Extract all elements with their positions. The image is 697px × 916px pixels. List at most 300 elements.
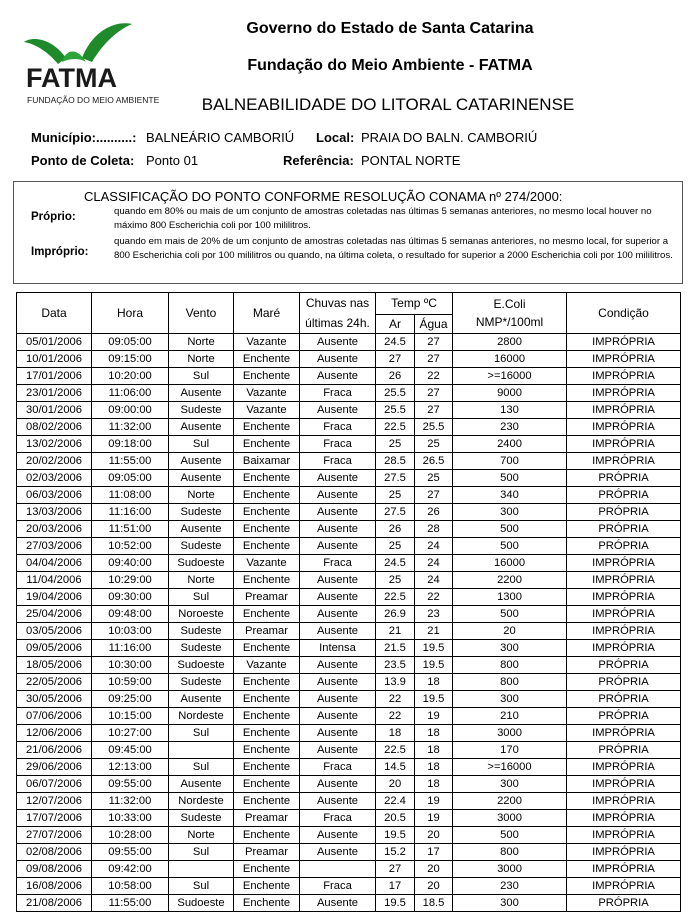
- table-row: [17, 844, 681, 861]
- cell-tide: Enchente: [234, 691, 300, 708]
- cell-ecoli: 230: [453, 419, 567, 436]
- cell-tide: Enchente: [234, 640, 300, 657]
- cell-temp-water: 18: [415, 674, 453, 691]
- cell-temp-water: 24: [415, 572, 453, 589]
- cell-rain: Fraca: [300, 385, 376, 402]
- header-foundation: Fundação do Meio Ambiente - FATMA: [247, 57, 533, 74]
- table-row: [17, 589, 681, 606]
- cell-ecoli: 9000: [453, 385, 567, 402]
- cell-condition: IMPRÓPRIA: [567, 436, 681, 453]
- cell-ecoli: >=16000: [453, 759, 567, 776]
- cell-date: 05/01/2006: [17, 334, 92, 351]
- cell-time: 09:05:00: [92, 470, 169, 487]
- cell-tide: Preamar: [234, 810, 300, 827]
- cell-temp-water: 26.5: [415, 453, 453, 470]
- cell-temp-water: 20: [415, 861, 453, 878]
- cell-date: 21/08/2006: [17, 895, 92, 912]
- cell-time: 09:00:00: [92, 402, 169, 419]
- local-value: PRAIA DO BALN. CAMBORIÚ: [361, 130, 538, 145]
- cell-time: 11:55:00: [92, 453, 169, 470]
- cell-temp-water: 27: [415, 402, 453, 419]
- cell-temp-water: 19: [415, 708, 453, 725]
- cell-condition: PRÓPRIA: [567, 657, 681, 674]
- cell-temp-water: 23: [415, 606, 453, 623]
- cell-wind: Sudoeste: [169, 657, 234, 674]
- cell-date: 11/04/2006: [17, 572, 92, 589]
- table-row: [17, 555, 681, 572]
- cell-temp-water: 19.5: [415, 657, 453, 674]
- table-row: [17, 810, 681, 827]
- table-row: [17, 657, 681, 674]
- cell-wind: Sul: [169, 844, 234, 861]
- cell-condition: PRÓPRIA: [567, 674, 681, 691]
- cell-condition: IMPRÓPRIA: [567, 793, 681, 810]
- cell-tide: Preamar: [234, 844, 300, 861]
- cell-time: 09:05:00: [92, 334, 169, 351]
- cell-rain: Ausente: [300, 623, 376, 640]
- cell-date: 23/01/2006: [17, 385, 92, 402]
- table-row: [17, 674, 681, 691]
- cell-temp-water: 27: [415, 385, 453, 402]
- cell-tide: Enchente: [234, 419, 300, 436]
- cell-time: 10:29:00: [92, 572, 169, 589]
- cell-temp-water: 19: [415, 810, 453, 827]
- cell-ecoli: 3000: [453, 861, 567, 878]
- cell-time: 11:32:00: [92, 793, 169, 810]
- cell-rain: Ausente: [300, 572, 376, 589]
- cell-condition: IMPRÓPRIA: [567, 861, 681, 878]
- classification-title: CLASSIFICAÇÃO DO PONTO CONFORME RESOLUÇÃO CONAMA nº 274/2000:: [84, 189, 563, 204]
- cell-temp-air: 25: [376, 572, 415, 589]
- cell-time: 11:55:00: [92, 895, 169, 912]
- table-row: [17, 708, 681, 725]
- cell-wind: Ausente: [169, 521, 234, 538]
- cell-temp-water: 22: [415, 589, 453, 606]
- cell-temp-air: 20.5: [376, 810, 415, 827]
- cell-ecoli: 20: [453, 623, 567, 640]
- cell-tide: Enchente: [234, 776, 300, 793]
- cell-temp-water: 25: [415, 436, 453, 453]
- cell-temp-water: 20: [415, 827, 453, 844]
- cell-date: 13/03/2006: [17, 504, 92, 521]
- cell-rain: [300, 861, 376, 878]
- cell-date: 07/06/2006: [17, 708, 92, 725]
- cell-condition: IMPRÓPRIA: [567, 640, 681, 657]
- logo-name: FATMA: [26, 63, 117, 93]
- cell-time: 10:27:00: [92, 725, 169, 742]
- cell-time: 10:15:00: [92, 708, 169, 725]
- improprio-label: Impróprio:: [31, 246, 89, 258]
- table-row: [17, 606, 681, 623]
- cell-ecoli: 3000: [453, 810, 567, 827]
- cell-tide: Enchente: [234, 351, 300, 368]
- cell-tide: Baixamar: [234, 453, 300, 470]
- cell-tide: Enchente: [234, 436, 300, 453]
- cell-temp-water: 18.5: [415, 895, 453, 912]
- cell-time: 09:30:00: [92, 589, 169, 606]
- cell-wind: Sul: [169, 436, 234, 453]
- cell-date: 02/03/2006: [17, 470, 92, 487]
- cell-condition: PRÓPRIA: [567, 521, 681, 538]
- table-row: [17, 742, 681, 759]
- cell-temp-air: 25: [376, 436, 415, 453]
- cell-tide: Enchente: [234, 827, 300, 844]
- cell-temp-water: 21: [415, 623, 453, 640]
- cell-temp-air: 25: [376, 487, 415, 504]
- cell-ecoli: 2200: [453, 572, 567, 589]
- proprio-text: quando em 80% ou mais de um conjunto de amostras coletadas nas últimas 5 semanas anteriores, no mesmo local houver no máximo 800 Escherichia coli por 100 mililitros.: [114, 206, 652, 231]
- table-row: [17, 436, 681, 453]
- cell-condition: IMPRÓPRIA: [567, 776, 681, 793]
- cell-temp-air: 22.4: [376, 793, 415, 810]
- cell-tide: Enchente: [234, 895, 300, 912]
- cell-wind: Sudeste: [169, 402, 234, 419]
- cell-date: 17/07/2006: [17, 810, 92, 827]
- cell-temp-air: 22: [376, 708, 415, 725]
- cell-temp-air: 19.5: [376, 827, 415, 844]
- cell-temp-air: 28.5: [376, 453, 415, 470]
- cell-date: 12/07/2006: [17, 793, 92, 810]
- cell-ecoli: 800: [453, 657, 567, 674]
- cell-ecoli: 500: [453, 521, 567, 538]
- cell-condition: PRÓPRIA: [567, 691, 681, 708]
- cell-temp-water: 27: [415, 351, 453, 368]
- table-row: [17, 776, 681, 793]
- cell-wind: [169, 742, 234, 759]
- cell-time: 09:55:00: [92, 776, 169, 793]
- cell-time: 11:51:00: [92, 521, 169, 538]
- cell-condition: IMPRÓPRIA: [567, 385, 681, 402]
- cell-ecoli: 500: [453, 538, 567, 555]
- cell-condition: PRÓPRIA: [567, 470, 681, 487]
- cell-ecoli: 300: [453, 504, 567, 521]
- cell-condition: IMPRÓPRIA: [567, 351, 681, 368]
- cell-rain: Ausente: [300, 402, 376, 419]
- cell-date: 22/05/2006: [17, 674, 92, 691]
- cell-temp-water: 18: [415, 776, 453, 793]
- cell-ecoli: 1300: [453, 589, 567, 606]
- cell-wind: Ausente: [169, 776, 234, 793]
- cell-wind: Sudeste: [169, 538, 234, 555]
- cell-tide: Enchente: [234, 504, 300, 521]
- cell-temp-air: 26.9: [376, 606, 415, 623]
- cell-condition: IMPRÓPRIA: [567, 827, 681, 844]
- cell-temp-air: 13.9: [376, 674, 415, 691]
- cell-temp-water: 19.5: [415, 640, 453, 657]
- municipio-label: Município:..........:: [31, 130, 137, 145]
- cell-tide: Preamar: [234, 589, 300, 606]
- cell-wind: Ausente: [169, 453, 234, 470]
- cell-condition: IMPRÓPRIA: [567, 725, 681, 742]
- cell-temp-air: 25.5: [376, 402, 415, 419]
- cell-ecoli: >=16000: [453, 368, 567, 385]
- cell-rain: Ausente: [300, 470, 376, 487]
- cell-condition: IMPRÓPRIA: [567, 606, 681, 623]
- cell-ecoli: 230: [453, 878, 567, 895]
- page-title: BALNEABILIDADE DO LITORAL CATARINENSE: [201, 95, 575, 114]
- cell-date: 18/05/2006: [17, 657, 92, 674]
- cell-temp-air: 26: [376, 521, 415, 538]
- cell-tide: Enchente: [234, 606, 300, 623]
- cell-condition: PRÓPRIA: [567, 742, 681, 759]
- table-row: [17, 334, 681, 351]
- cell-date: 02/08/2006: [17, 844, 92, 861]
- cell-wind: Sudeste: [169, 640, 234, 657]
- cell-time: 12:13:00: [92, 759, 169, 776]
- cell-temp-air: 19.5: [376, 895, 415, 912]
- table-row: [17, 402, 681, 419]
- cell-time: 10:20:00: [92, 368, 169, 385]
- cell-rain: Ausente: [300, 334, 376, 351]
- header-agua: Água: [415, 314, 453, 333]
- cell-wind: [169, 861, 234, 878]
- cell-rain: Fraca: [300, 878, 376, 895]
- cell-temp-air: 25.5: [376, 385, 415, 402]
- cell-ecoli: 300: [453, 776, 567, 793]
- header-chuvas-line1: Chuvas nas: [305, 296, 370, 310]
- cell-date: 13/02/2006: [17, 436, 92, 453]
- cell-time: 09:48:00: [92, 606, 169, 623]
- cell-rain: Ausente: [300, 606, 376, 623]
- cell-wind: Ausente: [169, 419, 234, 436]
- cell-rain: Ausente: [300, 742, 376, 759]
- cell-ecoli: 300: [453, 691, 567, 708]
- cell-ecoli: 130: [453, 402, 567, 419]
- cell-ecoli: 2400: [453, 436, 567, 453]
- ponto-value: Ponto 01: [146, 153, 199, 168]
- water-quality-table: [16, 292, 681, 912]
- header-ar: Ar: [376, 314, 415, 333]
- cell-date: 19/04/2006: [17, 589, 92, 606]
- cell-ecoli: 500: [453, 827, 567, 844]
- cell-condition: IMPRÓPRIA: [567, 555, 681, 572]
- cell-tide: Enchente: [234, 759, 300, 776]
- cell-condition: IMPRÓPRIA: [567, 402, 681, 419]
- cell-time: 10:33:00: [92, 810, 169, 827]
- cell-ecoli: 500: [453, 470, 567, 487]
- cell-date: 06/03/2006: [17, 487, 92, 504]
- cell-time: 09:42:00: [92, 861, 169, 878]
- cell-temp-air: 18: [376, 725, 415, 742]
- cell-rain: Ausente: [300, 368, 376, 385]
- cell-ecoli: 210: [453, 708, 567, 725]
- table-row: [17, 691, 681, 708]
- cell-time: 09:40:00: [92, 555, 169, 572]
- cell-condition: IMPRÓPRIA: [567, 368, 681, 385]
- cell-rain: Ausente: [300, 844, 376, 861]
- cell-temp-air: 25: [376, 538, 415, 555]
- cell-condition: IMPRÓPRIA: [567, 334, 681, 351]
- cell-rain: Ausente: [300, 504, 376, 521]
- cell-wind: Norte: [169, 487, 234, 504]
- local-label: Local:: [316, 130, 355, 145]
- cell-date: 17/01/2006: [17, 368, 92, 385]
- cell-tide: Enchente: [234, 708, 300, 725]
- table-row: [17, 538, 681, 555]
- cell-condition: PRÓPRIA: [567, 895, 681, 912]
- table-row: [17, 895, 681, 912]
- cell-ecoli: 3000: [453, 725, 567, 742]
- cell-date: 29/06/2006: [17, 759, 92, 776]
- cell-temp-water: 25.5: [415, 419, 453, 436]
- table-row: [17, 759, 681, 776]
- table-row: [17, 793, 681, 810]
- cell-time: 11:32:00: [92, 419, 169, 436]
- cell-temp-water: 20: [415, 878, 453, 895]
- cell-wind: Noroeste: [169, 606, 234, 623]
- cell-temp-water: 25: [415, 470, 453, 487]
- cell-tide: Enchente: [234, 878, 300, 895]
- header-hora: Hora: [92, 293, 169, 334]
- cell-time: 10:03:00: [92, 623, 169, 640]
- cell-date: 20/02/2006: [17, 453, 92, 470]
- cell-tide: Enchente: [234, 742, 300, 759]
- cell-temp-air: 24.5: [376, 555, 415, 572]
- header-vento: Vento: [169, 293, 234, 334]
- header-ecoli-line2: NMP*/100ml: [475, 315, 544, 329]
- cell-tide: Enchente: [234, 674, 300, 691]
- table-row: [17, 351, 681, 368]
- cell-wind: Sul: [169, 589, 234, 606]
- cell-tide: Enchente: [234, 538, 300, 555]
- cell-ecoli: 170: [453, 742, 567, 759]
- cell-rain: Ausente: [300, 895, 376, 912]
- cell-tide: Enchente: [234, 725, 300, 742]
- cell-rain: Fraca: [300, 759, 376, 776]
- cell-ecoli: 800: [453, 844, 567, 861]
- cell-rain: Fraca: [300, 419, 376, 436]
- cell-rain: Ausente: [300, 674, 376, 691]
- cell-tide: Vazante: [234, 385, 300, 402]
- table-row: [17, 453, 681, 470]
- cell-rain: Ausente: [300, 827, 376, 844]
- cell-ecoli: 300: [453, 895, 567, 912]
- cell-ecoli: 500: [453, 606, 567, 623]
- cell-condition: IMPRÓPRIA: [567, 453, 681, 470]
- cell-wind: Sudoeste: [169, 895, 234, 912]
- cell-rain: Ausente: [300, 691, 376, 708]
- cell-date: 27/07/2006: [17, 827, 92, 844]
- header-chuvas-line2: últimas 24h.: [305, 316, 370, 330]
- cell-condition: PRÓPRIA: [567, 504, 681, 521]
- cell-condition: PRÓPRIA: [567, 487, 681, 504]
- cell-temp-air: 22.5: [376, 419, 415, 436]
- cell-ecoli: 340: [453, 487, 567, 504]
- cell-temp-water: 17: [415, 844, 453, 861]
- header-ecoli: [453, 293, 567, 334]
- cell-wind: Ausente: [169, 385, 234, 402]
- cell-date: 06/07/2006: [17, 776, 92, 793]
- cell-temp-water: 18: [415, 725, 453, 742]
- cell-rain: Fraca: [300, 453, 376, 470]
- cell-temp-air: 27: [376, 351, 415, 368]
- table-body: [17, 334, 681, 912]
- cell-rain: Ausente: [300, 538, 376, 555]
- cell-time: 09:15:00: [92, 351, 169, 368]
- cell-condition: PRÓPRIA: [567, 708, 681, 725]
- cell-time: 10:52:00: [92, 538, 169, 555]
- cell-temp-air: 21: [376, 623, 415, 640]
- cell-wind: Norte: [169, 572, 234, 589]
- cell-wind: Norte: [169, 351, 234, 368]
- cell-temp-water: 19.5: [415, 691, 453, 708]
- table-row: [17, 827, 681, 844]
- cell-date: 03/05/2006: [17, 623, 92, 640]
- cell-temp-air: 15.2: [376, 844, 415, 861]
- cell-date: 30/05/2006: [17, 691, 92, 708]
- cell-date: 12/06/2006: [17, 725, 92, 742]
- cell-tide: Enchente: [234, 368, 300, 385]
- cell-temp-water: 19: [415, 793, 453, 810]
- ponto-label: Ponto de Coleta:: [31, 153, 135, 168]
- cell-condition: IMPRÓPRIA: [567, 878, 681, 895]
- table-row: [17, 861, 681, 878]
- cell-date: 10/01/2006: [17, 351, 92, 368]
- cell-condition: IMPRÓPRIA: [567, 759, 681, 776]
- cell-wind: Sudoeste: [169, 555, 234, 572]
- cell-ecoli: 2800: [453, 334, 567, 351]
- header-temp: Temp ºC: [376, 293, 453, 315]
- cell-date: 21/06/2006: [17, 742, 92, 759]
- cell-ecoli: 700: [453, 453, 567, 470]
- cell-condition: IMPRÓPRIA: [567, 623, 681, 640]
- cell-date: 09/05/2006: [17, 640, 92, 657]
- referencia-value: PONTAL NORTE: [361, 153, 461, 168]
- cell-time: 11:08:00: [92, 487, 169, 504]
- cell-wind: Sul: [169, 368, 234, 385]
- cell-rain: Fraca: [300, 436, 376, 453]
- cell-wind: Norte: [169, 334, 234, 351]
- table-row: [17, 419, 681, 436]
- cell-rain: Ausente: [300, 776, 376, 793]
- municipio-row: [31, 130, 136, 145]
- cell-temp-water: 24: [415, 555, 453, 572]
- cell-time: 09:25:00: [92, 691, 169, 708]
- proprio-label: Próprio:: [31, 211, 76, 223]
- cell-condition: IMPRÓPRIA: [567, 589, 681, 606]
- cell-condition: IMPRÓPRIA: [567, 810, 681, 827]
- cell-temp-air: 23.5: [376, 657, 415, 674]
- cell-ecoli: 2200: [453, 793, 567, 810]
- cell-date: 30/01/2006: [17, 402, 92, 419]
- cell-date: 25/04/2006: [17, 606, 92, 623]
- cell-tide: Vazante: [234, 334, 300, 351]
- classification-box: [13, 181, 683, 284]
- cell-wind: Sul: [169, 725, 234, 742]
- cell-condition: PRÓPRIA: [567, 538, 681, 555]
- cell-time: 09:55:00: [92, 844, 169, 861]
- cell-time: 10:30:00: [92, 657, 169, 674]
- cell-rain: Fraca: [300, 810, 376, 827]
- municipio-value: BALNEÁRIO CAMBORIÚ: [146, 130, 295, 145]
- cell-rain: Ausente: [300, 708, 376, 725]
- cell-wind: Ausente: [169, 691, 234, 708]
- table-row: [17, 878, 681, 895]
- cell-wind: Sudeste: [169, 504, 234, 521]
- cell-date: 08/02/2006: [17, 419, 92, 436]
- cell-date: 16/08/2006: [17, 878, 92, 895]
- table-row: [17, 623, 681, 640]
- cell-temp-air: 14.5: [376, 759, 415, 776]
- table-row: [17, 385, 681, 402]
- table-row: [17, 504, 681, 521]
- cell-temp-air: 20: [376, 776, 415, 793]
- cell-tide: Preamar: [234, 623, 300, 640]
- improprio-text: quando em mais de 20% de um conjunto de amostras coletadas nas últimas 5 semanas anteriores, no mesmo local, for superior a 800 Escherichia coli por 100 mililitros ou quando, na última coleta, o resultado for superior a 2000 Escherichia coli por 100 mililitros.: [114, 236, 673, 261]
- cell-temp-air: 27: [376, 861, 415, 878]
- cell-condition: IMPRÓPRIA: [567, 419, 681, 436]
- cell-time: 09:18:00: [92, 436, 169, 453]
